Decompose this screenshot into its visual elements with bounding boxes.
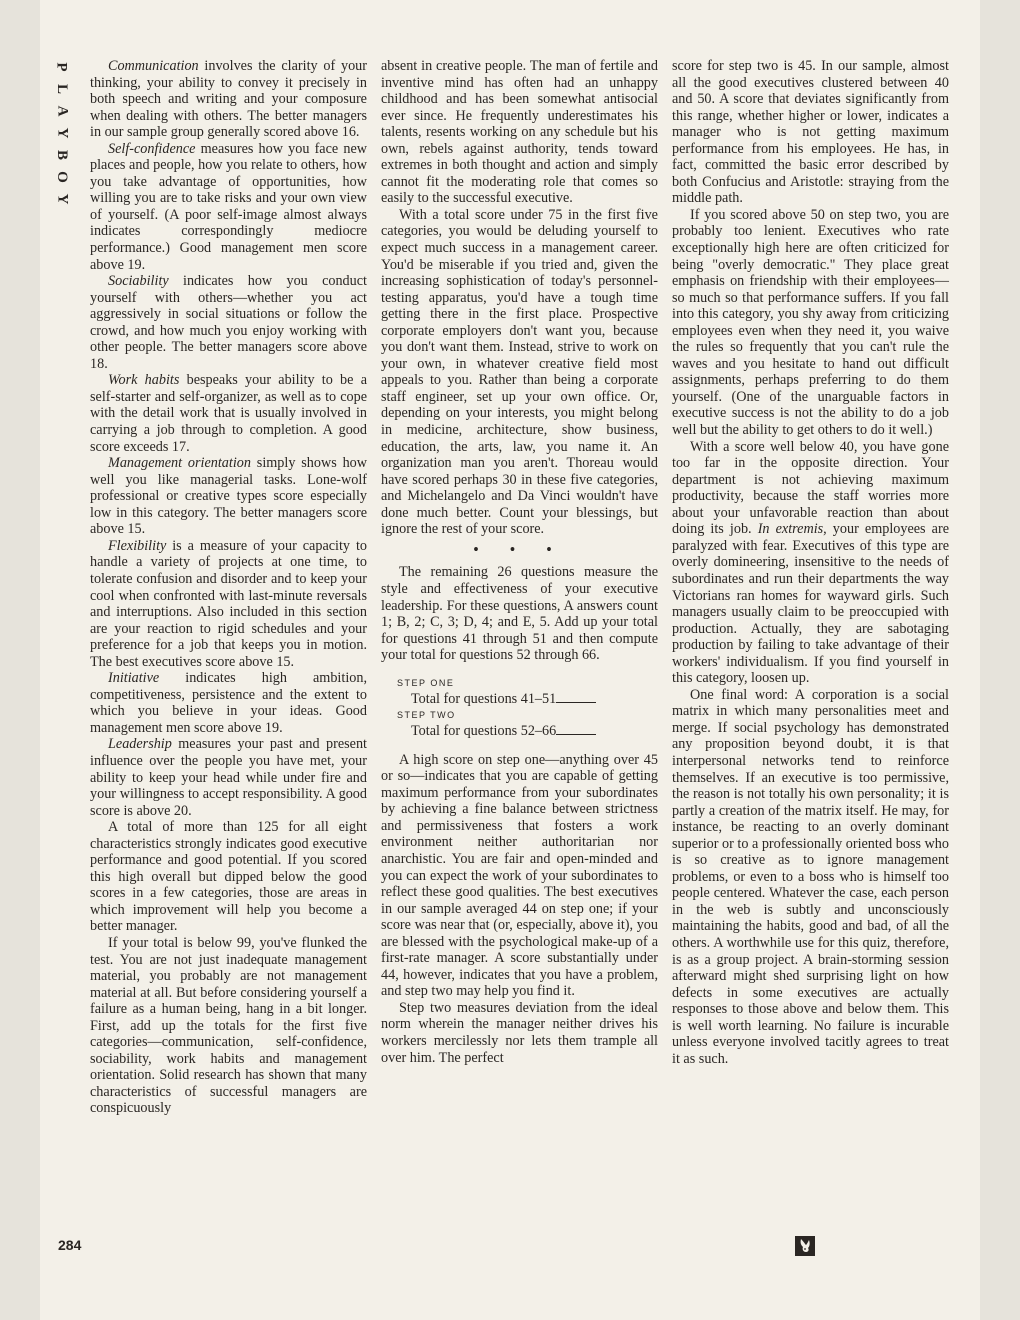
paragraph-text: indicates high ambition, competitiveness, persistence and the extent to which you believe in your ideas. Good management men score above 19. <box>90 670 367 736</box>
paragraph <box>90 58 367 141</box>
paragraph-text: measures your past and present influence over the people you have met, your ability to keep your head while under fire and your willingness to accept responsibility. A good score is above 20. <box>90 736 367 819</box>
score-worksheet <box>381 676 658 740</box>
paragraph-text: indicates how you conduct yourself with others—whether you act aggressively in social situations or follow the crowd, and how much you enjoy working with other people. The better managers score above 18. <box>90 273 367 372</box>
paragraph <box>90 372 367 455</box>
rabbit-head-icon <box>795 1236 815 1256</box>
step-two-label: STEP TWO <box>397 709 456 720</box>
paragraph-lead: Self-confidence <box>108 140 196 157</box>
paragraph-emphasis: In extremis <box>757 521 824 538</box>
step-one-text: Total for questions 41–51 <box>411 690 557 707</box>
paragraph <box>90 819 367 935</box>
paragraph <box>90 273 367 372</box>
column-3 <box>672 58 949 1067</box>
step-two-total <box>411 723 658 740</box>
masthead-letter: Y <box>54 193 70 205</box>
paragraph: absent in creative people. The man of fertile and inventive mind has often had an unhappy childhood and has been somewhat antisocial ever since. He frequently underestimates his talents, resents working on any schedule but his own, rebels against authority, tends toward extremes in both thought and action and simply cannot fit the moderating role that comes so easily to the successful executive. <box>381 58 658 207</box>
paragraph-lead: Initiative <box>108 670 160 687</box>
paragraph-lead: Communication <box>108 58 199 74</box>
paragraph <box>90 141 367 273</box>
paragraph-lead: Flexibility <box>108 537 167 554</box>
column-1 <box>90 58 367 1117</box>
paragraph-lead: Sociability <box>108 273 169 290</box>
paragraph-text: , your employees are paralyzed with fear. Executives of this type are overly domineering, insensitive to the needs of subordinates and run their departments the way Victorians ran homes for wayward girls. Such managers usually claim to be preoccupied with production. Actually, they are sabotaging production by failing to take advantage of their workers' individualism. If you find yourself in this category, loosen up. <box>672 521 949 687</box>
paragraph-text: bespeaks your ability to be a self-starter and self-organizer, as well as to cope with the detail work that is usually involved in carrying a job through to completion. A good score exceeds 17. <box>90 372 367 455</box>
paragraph-text: measures how you face new places and people, how you relate to others, how you take advantage of opportunities, how willing you are to take risks and your own view of yourself. (A poor self-image almost always indicates correspondingly mediocre performance.) Good management men score above 19. <box>90 140 367 273</box>
playboy-masthead <box>51 56 73 210</box>
paragraph-lead: Leadership <box>108 736 172 753</box>
step-one-total <box>411 691 658 708</box>
paragraph <box>90 935 367 1117</box>
step-two-blank <box>556 724 596 735</box>
paragraph: The remaining 26 questions measure the style and effectiveness of your executive leadership. For these questions, A answers count 1; B, 2; C, 3; D, 4; and E, 5. Add up your total for questions 41 through 51 and then compute your total for questions 52 through 66. <box>381 564 658 664</box>
step-one-label: STEP ONE <box>397 677 455 688</box>
paragraph-lead: Management orientation <box>108 455 251 472</box>
paragraph: One final word: A corporation is a social matrix in which many personalities meet and merge. If social psychology has demonstrated any proposition beyond doubt, it is that interpersonal networks tend to reinforce themselves. If an executive is too permissive, the reason is not totally his own personality; it is partly a creation of the matrix itself. He may, for instance, be reacting to an overly dominant superior or to a professionally oriented boss who is so creative as to ignore management problems, or even to a boss who is himself too people centered. Whatever the case, each person in the web is subtly and unconsciously maintaining the habits, good and bad, of all the others. A worthwhile use for this quiz, therefore, is as a group project. A brain-storming session afterward might shed surprising light on how defects in some executives are actually responses to those above and below them. This is well worth learning. No failure is incurable unless everyone involved tacitly agrees to treat it as such. <box>672 686 949 1067</box>
masthead-letter: L <box>53 83 70 95</box>
paragraph-text: simply shows how well you like managerial tasks. Lone-wolf professional or creative types score especially low in this category. The better managers score above 15. <box>90 455 368 538</box>
section-break-dots: • • • <box>473 541 566 558</box>
paragraph-lead: Work habits <box>108 372 180 389</box>
paragraph-text: involves the clarity of your thinking, your ability to convey it precisely in both speech and writing and your composure when dealing with others. The better managers in our sample group generally scored above 16. <box>90 58 367 141</box>
masthead-letter: Y <box>54 127 70 139</box>
paragraph <box>90 670 367 736</box>
paragraph-text: A total of more than 125 for all eight characteristics strongly indicates good executive performance and good potential. If you scored this high overall but dipped below the good scores in a few categories, those are areas in which improvement will help you become a better manager. <box>90 819 367 935</box>
paragraph: With a total score under 75 in the first five categories, you would be deluding yourself to expect much success in a management career. You'd be miserable if you tried and, given the increasing sophistication of today's personnel-testing apparatus, you'd have a tough time getting there in the first place. Prospective corporate employers don't want you, because you don't want them. Instead, strive to work on your own, in whatever creative field most appeals to you. Rather than being a corporate staff engineer, set up your own office. Or, depending on your interests, you might belong in medicine, architecture, show business, education, the arts, law, you name it. An organization man you aren't. Thoreau would have scored perhaps 30 in these five categories, and Michelangelo and Da Vinci wouldn't have done much better. Count your blessings, but ignore the rest of your score. <box>381 206 658 538</box>
paragraph <box>90 455 367 538</box>
masthead-letter: P <box>53 62 70 72</box>
column-2 <box>381 58 658 1066</box>
masthead-letter: B <box>53 149 70 161</box>
page-number: 284 <box>58 1237 82 1253</box>
paragraph <box>90 538 367 670</box>
masthead-letter: O <box>53 171 70 183</box>
paragraph: A high score on step one—anything over 45 or so—indicates that you are capable of getting maximum performance from your subordinates by achieving a fine balance between strictness and permissiveness that fosters a work environment neither authoritarian nor anarchistic. You are fair and open-minded and you can expect the work of your subordinates to reflect these good qualities. The best executives in our sample averaged 44 on step one; if your score was near that (or, especially, above it), you are blessed with the psychological make-up of a first-rate manager. A score substantially under 44, however, indicates that you have a problem, and step two may help you find it. <box>381 751 658 1000</box>
paragraph <box>90 736 367 819</box>
paragraph-text: If your total is below 99, you've flunked the test. You are not just inadequate management material, you probably are not management material at all. But before considering yourself a failure as a human being, hang in a bit longer. First, add up the totals for the first five categories—communication, self-confidence, sociability, work habits and management orientation. Solid research has shown that many characteristics of successful managers are conspicuously <box>90 934 367 1117</box>
paragraph-text: With a score well below 40, you have gone too far in the opposite direction. Your department is not achieving maximum productivity, because the staff worries more about your unfavorable reaction than about doing its job. <box>672 438 949 538</box>
masthead-letter: A <box>54 105 70 117</box>
step-one-blank <box>556 692 596 703</box>
paragraph-text: is a measure of your capacity to handle a variety of projects at one time, to tolerate confusion and disorder and to keep your cool when confronted with last-minute reversals and interruptions. Also included in this section are your reaction to rigid schedules and your preference for a job that keeps you in motion. The best executives score above 15. <box>90 537 367 670</box>
step-two-text: Total for questions 52–66 <box>411 722 557 739</box>
paragraph: If you scored above 50 on step two, you are probably too lenient. Executives who rate exceptionally high here are often criticized for being "overly democratic." They place great emphasis on friendship with their employees—so much so that performance suffers. If you fall into this category, you shy away from criticizing employees even when they need it, you waive the rules so frequently that you can't rule the waves and you hesitate to hand out difficult assignments, perhaps preferring to do them yourself. (One of the unarguable factors in executive success is not the ability to do a job well but the ability to get others to do it well.) <box>672 206 949 439</box>
paragraph: score for step two is 45. In our sample, almost all the good executives clustered between 40 and 50. A score that deviates significantly from this range, whether higher or lower, indicates a manager who is not getting maximum performance from his employees. He has, in fact, committed the basic error described by both Confucius and Aristotle: straying from the middle path. <box>672 58 949 207</box>
paragraph <box>672 439 949 687</box>
paragraph: Step two measures deviation from the ideal norm wherein the manager neither drives his workers mercilessly nor lets them trample all over him. The perfect <box>381 999 658 1066</box>
